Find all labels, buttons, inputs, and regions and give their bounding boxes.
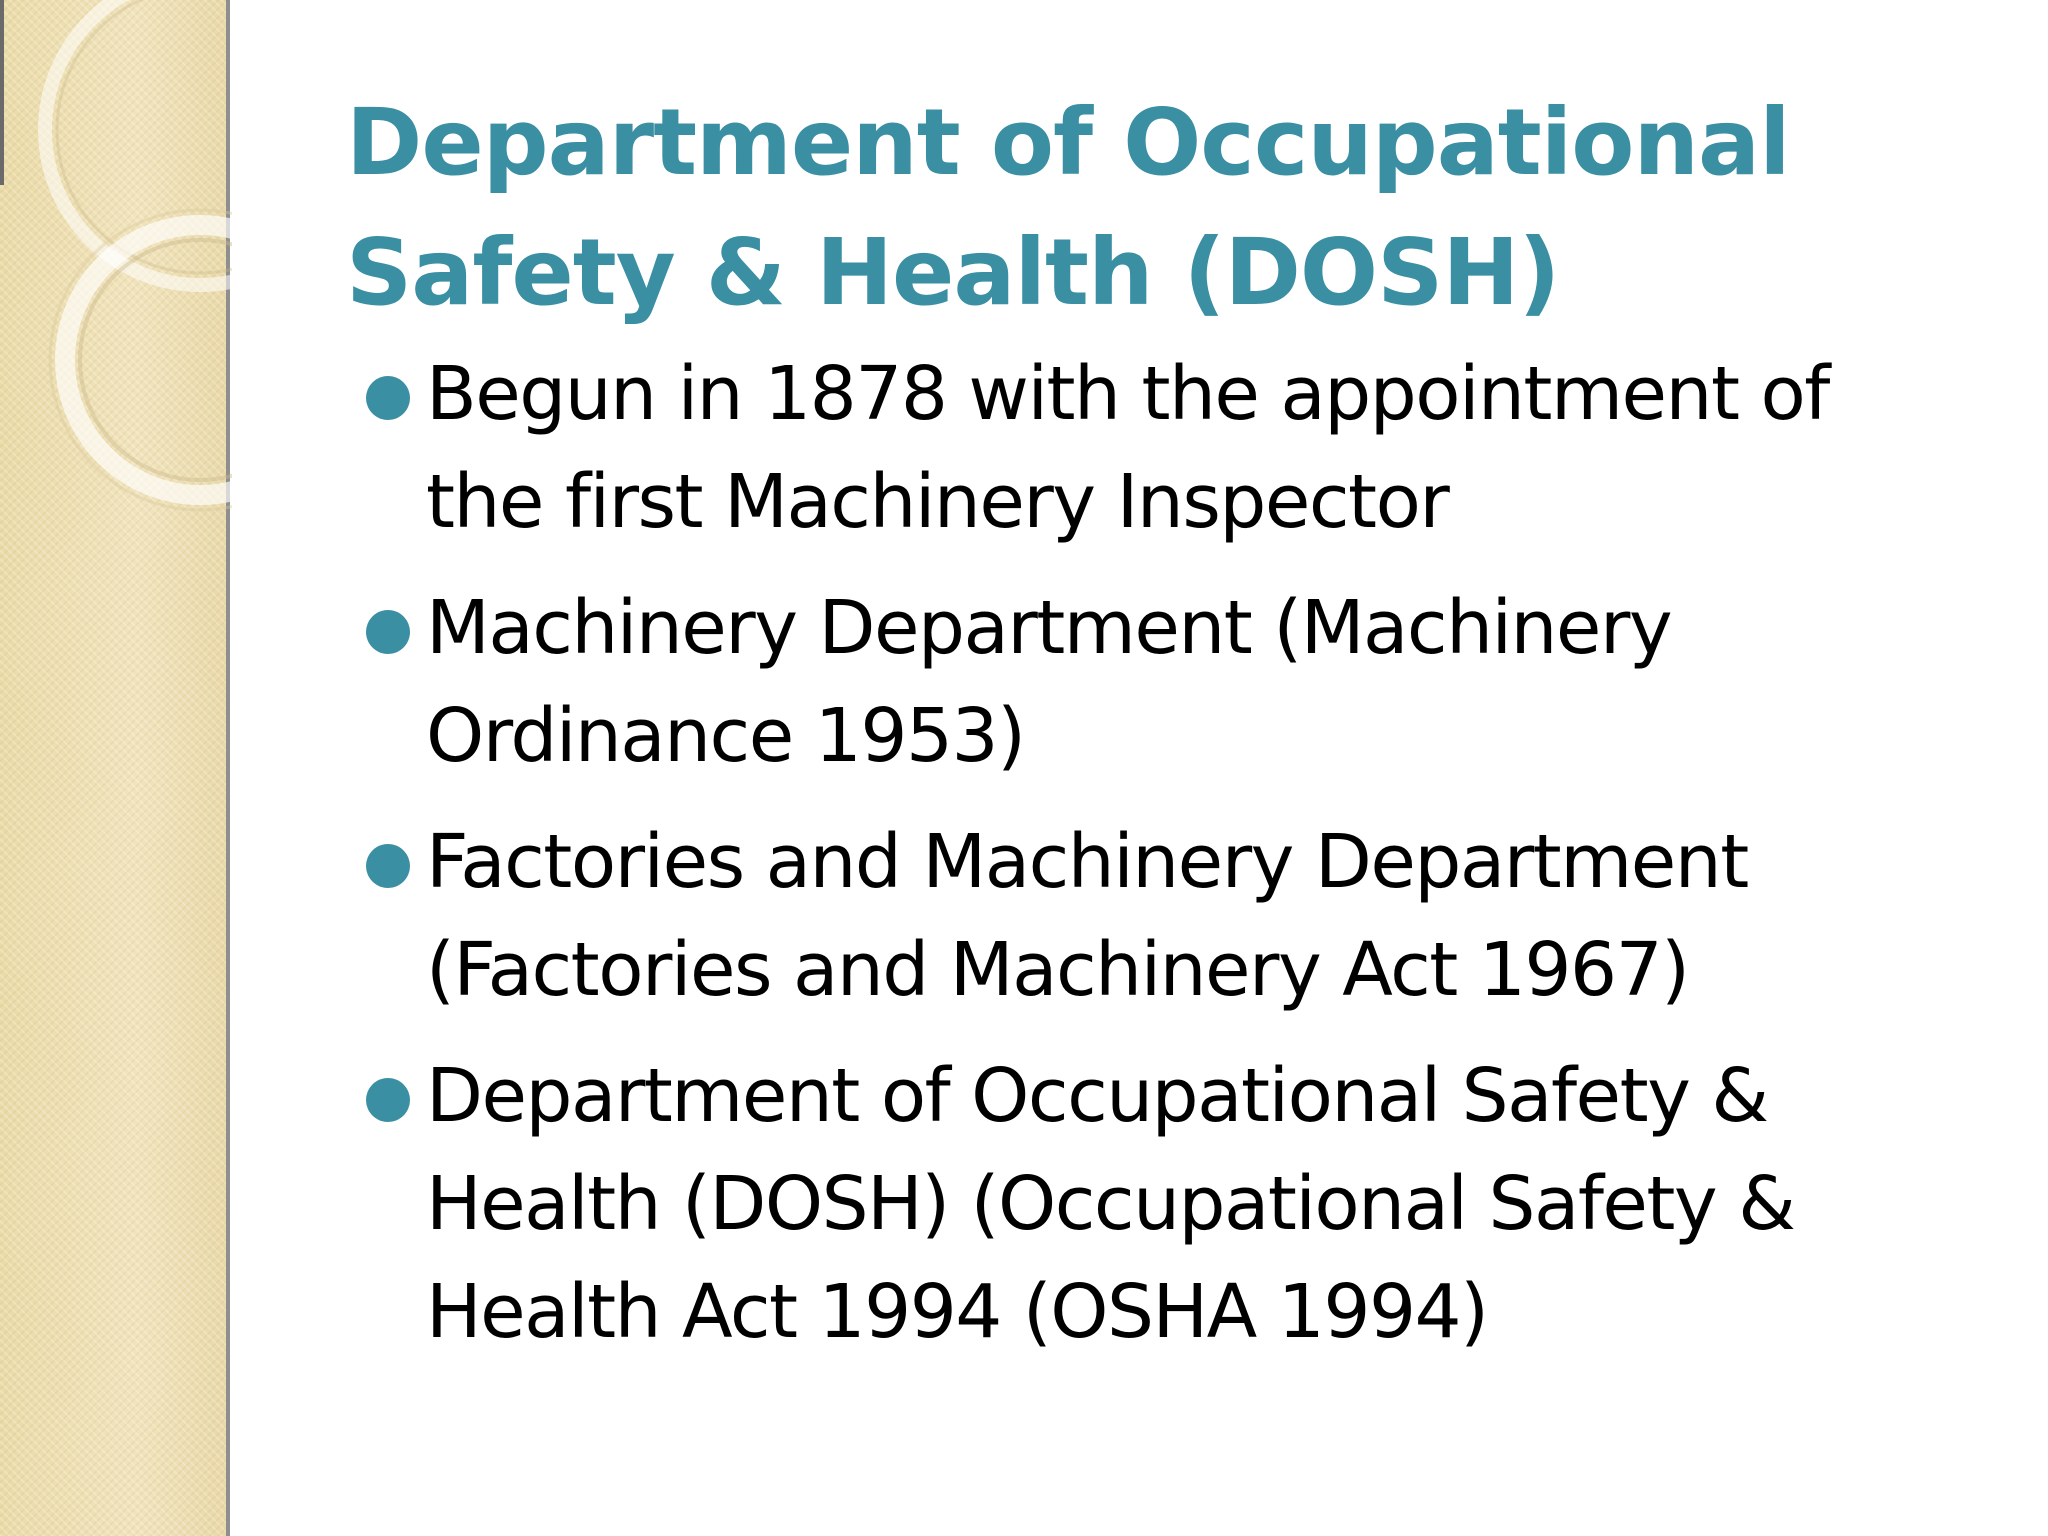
bullet-list [366, 340, 2006, 1384]
bullet-text-line: (Factories and Machinery Act 1967) [426, 927, 1689, 1013]
corner-accent [0, 0, 4, 185]
bullet-text-line: Department of Occupational Safety & [426, 1053, 1768, 1139]
bullet-text-line: Machinery Department (Machinery [426, 585, 1672, 671]
bullet-text-line: Factories and Machinery Department [426, 819, 1748, 905]
bullet-item [366, 574, 2006, 790]
side-band-edge [226, 0, 230, 1536]
slide-title-line-1: Department of Occupational [346, 89, 1790, 196]
bullet-dot-icon [366, 376, 410, 420]
bullet-text-line: the first Machinery Inspector [426, 459, 1449, 545]
bullet-dot-icon [366, 844, 410, 888]
bullet-text-line: Ordinance 1953) [426, 693, 1025, 779]
bullet-item [366, 1042, 2006, 1366]
bullet-dot-icon [366, 1078, 410, 1122]
slide-title [346, 78, 1986, 338]
bullet-item [366, 808, 2006, 1024]
bullet-dot-icon [366, 610, 410, 654]
bullet-text-line: Begun in 1878 with the appointment of [426, 351, 1829, 437]
bullet-text-line: Health Act 1994 (OSHA 1994) [426, 1269, 1488, 1355]
bullet-item [366, 340, 2006, 556]
decorative-side-band [0, 0, 228, 1536]
slide-title-line-2: Safety & Health (DOSH) [346, 219, 1560, 326]
bullet-text-line: Health (DOSH) (Occupational Safety & [426, 1161, 1795, 1247]
